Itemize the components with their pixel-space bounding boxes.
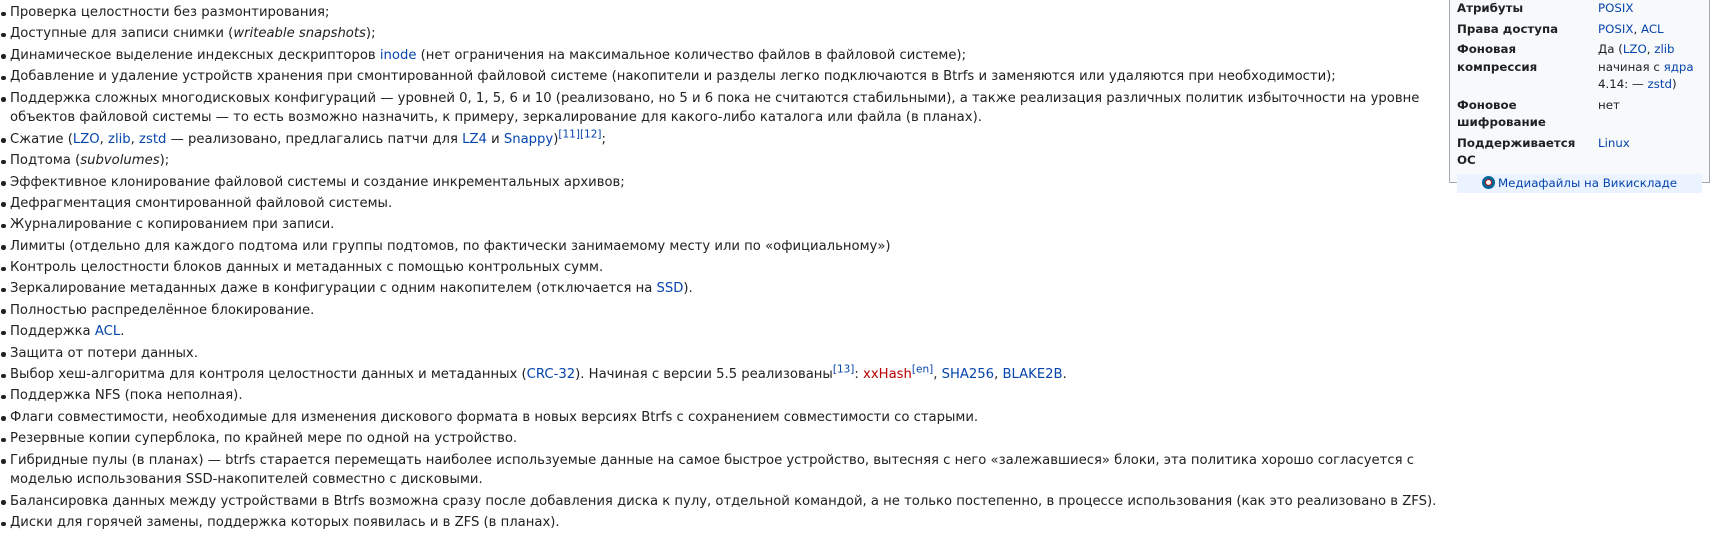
infobox-label: Атрибуты [1457,1,1524,15]
commons-link[interactable]: Медиафайлы на Викискладе [1497,175,1678,190]
infobox-row-os [1457,135,1702,173]
infobox-row-encryption [1457,97,1702,135]
en-interwiki-link[interactable]: [en] [911,363,934,376]
infobox-label: Права доступа [1457,21,1559,36]
list-item: Флаги совместимости, необходимые для изменения дискового формата в новых версиях Btrfs с сохранением совместимости со старыми. [0,408,1440,428]
sha256-link[interactable]: SHA256 [941,367,995,383]
infobox-row-attributes [1457,0,1702,21]
linux-link[interactable]: Linux [1598,135,1630,150]
feature-list [0,3,1440,533]
infobox-row-compression: Фоновая компрессия Да (LZO, zlib начиная с ядра 4.14: — zstd) [1457,41,1702,97]
crc32-link[interactable]: CRC-32 [526,367,576,383]
blake2b-link[interactable]: BLAKE2B [1002,367,1063,383]
zlib-link[interactable]: zlib [108,131,131,147]
infobox-value: нет [1598,97,1620,112]
infobox-label: Фоновая компрессия [1457,42,1538,74]
lz4-link[interactable]: LZ4 [462,131,487,147]
list-item: Балансировка данных между устройствами в Btrfs возможна сразу после добавления диска к пулу, отдельной командой, а не только постепенно, в процессе использования (как это реализовано в ZFS). [0,492,1440,512]
infobox-label: Поддерживается ОС [1457,135,1576,167]
reference-13-link[interactable]: [13] [832,363,855,376]
list-item: Эффективное клонирование файловой системы и создание инкрементальных архивов; [0,173,1440,193]
list-item: Дефрагментация смонтированной файловой системы. [0,194,1440,214]
lzo-link[interactable]: LZO [1622,42,1647,56]
ssd-link[interactable]: SSD [656,281,684,297]
acl-link[interactable]: ACL [94,324,121,340]
zlib-link[interactable]: zlib [1654,42,1675,56]
list-item: Диски для горячей замены, поддержка которых появилась и в ZFS (в планах). [0,513,1440,533]
article-content [0,3,1440,535]
commons-link-bar[interactable] [1457,174,1702,193]
list-item: Гибридные пулы (в планах) — btrfs старается перемещать наиболее используемые данные на самое быстрое устройство, вытесняя с него «залежавшиеся» блоки, эта политика хорошо согласуется с моделью использования SSD-накопителей совместно с дисковыми. [0,451,1440,491]
snappy-link[interactable]: Snappy [503,131,554,147]
zstd-link[interactable]: zstd [139,131,167,147]
reference-11-link[interactable]: [11] [558,128,580,141]
zstd-link[interactable]: zstd [1647,77,1672,91]
list-item: Лимиты (отдельно для каждого подтома или группы подтомов, по фактически занимаемому месту или по «официальному») [0,237,1440,257]
infobox [1449,0,1710,190]
infobox-label: Фоновое шифрование [1457,97,1546,129]
list-item: Добавление и удаление устройств хранения при смонтированной файловой системе (накопители и разделы легко подключаются в Btrfs и заменяются или удаляются при необходимости); [0,67,1440,87]
infobox-table [1457,0,1702,173]
list-item: Контроль целостности блоков данных и метаданных с помощью контрольных сумм. [0,258,1440,278]
list-item: Поддержка сложных многодисковых конфигураций — уровней 0, 1, 5, 6 и 10 (реализовано, но 5 и 6 пока не считаются стабильными), а также реализация различных политик избыточности на уровне объектов файловой системы — то есть возможно назначить, к примеру, зеркалирование для какого-либо каталога или файла (в планах). [0,89,1440,129]
list-item: Динамическое выделение индексных дескрипторов inode (нет ограничения на максимальное количество файлов в файловой системе); [0,46,1440,66]
infobox-row-access-rights: Права доступа POSIX, ACL [1457,21,1702,42]
list-item: Поддержка ACL. [0,322,1440,342]
list-item: Сжатие (LZO, zlib, zstd — реализовано, предлагались патчи для LZ4 и Snappy)[11][12]; [0,130,1440,150]
list-item: Выбор хеш-алгоритма для контроля целостности данных и метаданных (CRC-32). Начиная с версии 5.5 реализованы[13]: xxHash[en], SHA256, BLAKE2B. [0,365,1440,385]
xxhash-link[interactable]: xxHash [863,367,912,383]
lzo-link[interactable]: LZO [72,131,100,147]
list-item: Доступные для записи снимки (writeable snapshots); [0,24,1440,44]
acl-link[interactable]: ACL [1640,21,1664,36]
list-item: Защита от потери данных. [0,344,1440,364]
list-item: Подтома (subvolumes); [0,151,1440,171]
list-item: Проверка целостности без размонтирования; [0,3,1440,23]
list-item: Полностью распределённое блокирование. [0,301,1440,321]
list-item: Поддержка NFS (пока неполная). [0,386,1440,406]
posix-link[interactable]: POSIX [1598,1,1634,15]
posix-link[interactable]: POSIX [1598,21,1634,36]
list-item: Зеркалирование метаданных даже в конфигурации с одним накопителем (отключается на SSD). [0,279,1440,299]
list-item: Журналирование с копированием при записи. [0,215,1440,235]
kernel-link[interactable]: ядра [1663,59,1694,74]
inode-link[interactable]: inode [379,47,417,63]
list-item: Резервные копии суперблока, по крайней мере по одной на устройство. [0,429,1440,449]
wikimedia-commons-icon [1482,176,1495,189]
reference-12-link[interactable]: [12] [579,128,602,141]
